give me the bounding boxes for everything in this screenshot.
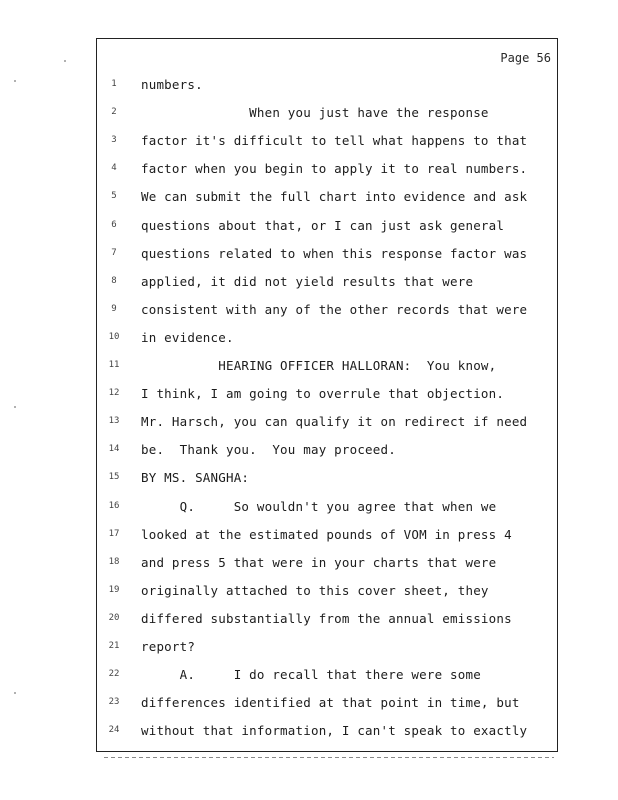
transcript-line-text: Q. So wouldn't you agree that when we <box>141 498 497 514</box>
footer-rule <box>104 757 554 758</box>
line-number: 11 <box>108 360 120 370</box>
transcript-line-text: without that information, I can't speak to exactly <box>141 723 528 739</box>
transcript-page <box>96 38 558 752</box>
line-number: 24 <box>108 725 120 736</box>
transcript-line-text: in evidence. <box>141 329 234 345</box>
line-number: 23 <box>108 697 120 708</box>
scan-speck <box>14 406 16 408</box>
transcript-line-text: report? <box>141 639 196 654</box>
transcript-line-text: differed substantially from the annual emissions <box>141 610 512 626</box>
line-number: 13 <box>108 416 120 427</box>
transcript-line-text: BY MS. SANGHA: <box>141 470 250 486</box>
line-number: 3 <box>111 135 117 146</box>
line-number: 10 <box>108 331 120 342</box>
line-number: 2 <box>111 107 117 118</box>
line-number: 16 <box>108 500 120 511</box>
transcript-line-text: A. I do recall that there were some <box>141 667 481 683</box>
transcript-line-text: We can submit the full chart into evidence and ask <box>141 189 528 205</box>
line-number: 21 <box>108 641 120 651</box>
transcript-line-text: When you just have the response <box>141 105 489 121</box>
line-number: 5 <box>111 191 117 202</box>
transcript-line-text: applied, it did not yield results that were <box>141 273 474 289</box>
line-number: 1 <box>111 79 117 89</box>
transcript-line-text: questions related to when this response factor was <box>141 245 528 261</box>
transcript-line-text: looked at the estimated pounds of VOM in press 4 <box>141 526 512 542</box>
scan-speck <box>14 80 16 82</box>
transcript-line-text: HEARING OFFICER HALLORAN: You know, <box>141 358 497 373</box>
line-number: 8 <box>111 275 117 286</box>
transcript-line-text: differences identified at that point in time, but <box>141 695 520 711</box>
transcript-line-text: factor it's difficult to tell what happens to that <box>141 133 528 149</box>
line-number: 19 <box>108 584 120 595</box>
line-number: 7 <box>111 247 117 258</box>
line-number: 14 <box>108 444 120 455</box>
transcript-line-text: numbers. <box>141 77 203 92</box>
page-number: Page 56 <box>500 51 551 65</box>
line-number: 17 <box>108 528 120 539</box>
line-number: 4 <box>111 163 117 174</box>
line-number: 12 <box>108 388 120 399</box>
line-number: 6 <box>111 219 117 230</box>
scan-speck <box>14 692 16 694</box>
line-number: 20 <box>108 612 120 623</box>
transcript-line-text: I think, I am going to overrule that objection. <box>141 386 505 402</box>
transcript-line-text: originally attached to this cover sheet, they <box>141 582 489 598</box>
line-number: 22 <box>108 669 120 680</box>
transcript-line-text: Mr. Harsch, you can qualify it on redirect if need <box>141 414 528 430</box>
line-number: 18 <box>108 556 120 567</box>
transcript-line-text: be. Thank you. You may proceed. <box>141 442 396 458</box>
transcript-line-text: questions about that, or I can just ask general <box>141 217 505 233</box>
transcript-line-text: consistent with any of the other records that were <box>141 301 528 317</box>
scan-speck <box>64 60 66 62</box>
line-number: 9 <box>111 303 117 314</box>
transcript-line-text: and press 5 that were in your charts that were <box>141 554 497 570</box>
line-number: 15 <box>108 472 120 483</box>
transcript-line-text: factor when you begin to apply it to real numbers. <box>141 161 528 177</box>
